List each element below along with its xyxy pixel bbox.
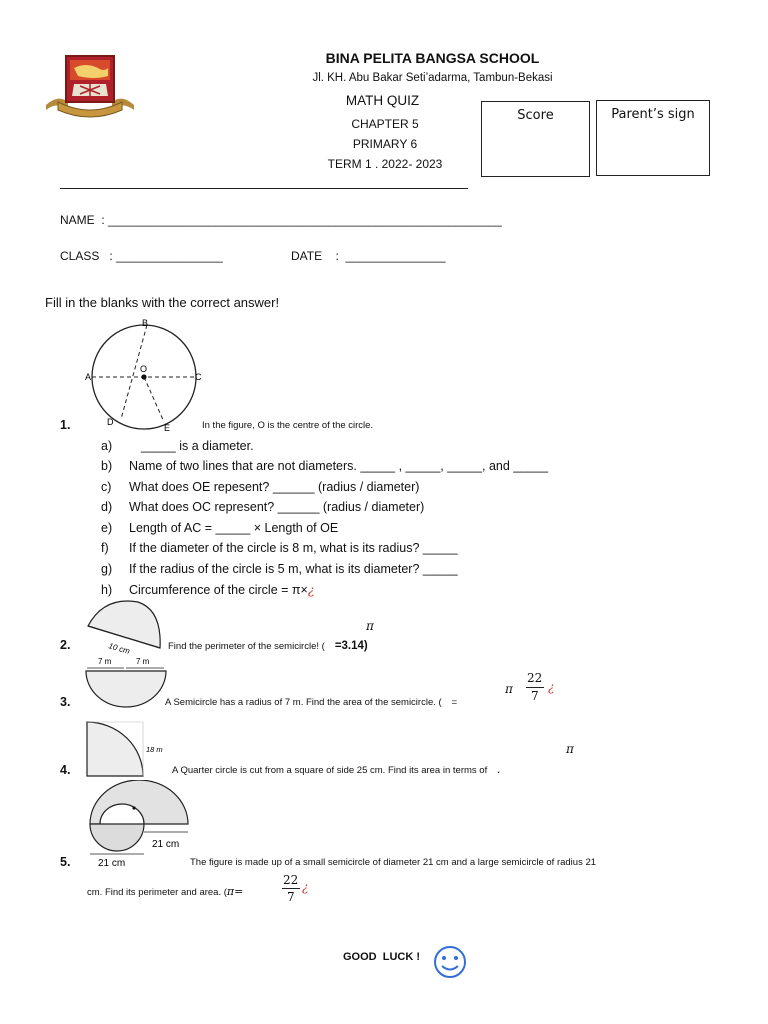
item-letter: c) bbox=[101, 480, 112, 494]
q4-text bbox=[172, 765, 500, 776]
item-text: Name of two lines that are not diameters. _____ , _____, _____, and _____ bbox=[129, 459, 549, 473]
q1-item-h bbox=[101, 582, 315, 597]
q5-pi-equals: π= bbox=[226, 885, 244, 898]
item-letter: e) bbox=[101, 521, 113, 535]
q2-pi-value: =3.14) bbox=[334, 640, 368, 652]
school-logo bbox=[38, 50, 142, 122]
q4-dot: . bbox=[497, 765, 500, 776]
q1-item-e bbox=[101, 521, 338, 535]
item-letter: a) bbox=[101, 439, 113, 453]
item-letter: d) bbox=[101, 500, 113, 514]
item-text: Circumference of the circle = π× bbox=[129, 583, 308, 597]
point-label-e: E bbox=[164, 423, 171, 433]
point-label-d: D bbox=[107, 417, 114, 427]
term-label: TERM 1 . 2022- 2023 bbox=[327, 157, 443, 171]
item-text: What does OE repesent? ______ (radius / diameter) bbox=[129, 480, 420, 494]
q1-item-g bbox=[101, 562, 458, 576]
q5-fraction-denominator: 7 bbox=[287, 890, 295, 904]
q4-question: A Quarter circle is cut from a square of side 25 cm. Find its area in terms of bbox=[172, 765, 488, 776]
smiley-icon bbox=[431, 945, 469, 979]
q5-text-line2 bbox=[87, 885, 243, 898]
q5-small-label: 21 cm bbox=[98, 858, 126, 869]
q5-tail: ¿ bbox=[302, 880, 309, 894]
item-text: _____ is a diameter. bbox=[141, 439, 254, 453]
item-h-tail: ¿ bbox=[307, 582, 315, 597]
item-letter: f) bbox=[101, 541, 109, 555]
q2-text bbox=[168, 640, 368, 652]
grade-label: PRIMARY 6 bbox=[352, 137, 418, 151]
q3-right-radius-label: 7 m bbox=[136, 657, 150, 666]
q1-item-f bbox=[101, 541, 458, 555]
school-address: Jl. KH. Abu Bakar Seti’adarma, Tambun-Bekasi bbox=[312, 72, 553, 84]
q3-equals: = bbox=[451, 697, 458, 708]
point-label-b: B bbox=[142, 318, 149, 328]
q5-number: 5. bbox=[60, 855, 71, 869]
header-divider bbox=[60, 188, 468, 189]
q3-question: A Semicircle has a radius of 7 m. Find the area of the semicircle. ( bbox=[165, 697, 442, 708]
item-letter: b) bbox=[101, 459, 113, 473]
good-luck-text: GOOD LUCK ! bbox=[343, 951, 420, 963]
q3-tail: ¿ bbox=[548, 680, 555, 694]
q1-item-d bbox=[101, 500, 424, 514]
item-text: Length of AC = _____ × Length of OE bbox=[129, 521, 339, 535]
item-text: If the radius of the circle is 5 m, what is its diameter? _____ bbox=[129, 562, 458, 576]
q5-question: cm. Find its perimeter and area. ( bbox=[87, 887, 227, 898]
q2-pi-symbol: π bbox=[366, 619, 374, 633]
item-letter: h) bbox=[101, 583, 113, 597]
q3-pi-symbol: π bbox=[505, 682, 513, 696]
q2-diameter-label: 10 cm bbox=[107, 641, 131, 656]
q3-fraction-numerator: 22 bbox=[527, 671, 543, 685]
circle-figure bbox=[84, 316, 214, 434]
q5-text-line1: The figure is made up of a small semicircle of diameter 21 cm and a large semicircle of radius 21 bbox=[190, 857, 597, 868]
q3-left-radius-label: 7 m bbox=[98, 657, 112, 666]
item-text: What does OC represent? ______ (radius / diameter) bbox=[129, 500, 425, 514]
q1-item-c bbox=[101, 480, 419, 494]
school-name: BINA PELITA BANGSA SCHOOL bbox=[325, 50, 540, 66]
point-label-o: O bbox=[140, 364, 148, 374]
q1-item-a bbox=[101, 439, 254, 453]
parent-sign-box[interactable] bbox=[596, 100, 710, 176]
q5-fraction-bar bbox=[282, 888, 300, 889]
item-letter: g) bbox=[101, 562, 113, 576]
q2-question: Find the perimeter of the semicircle! ( bbox=[168, 641, 325, 652]
q3-fraction-denominator: 7 bbox=[531, 689, 539, 703]
q3-fraction-bar bbox=[526, 687, 544, 688]
chapter-label: CHAPTER 5 bbox=[351, 117, 419, 131]
q5-fraction-numerator: 22 bbox=[283, 873, 299, 887]
date-field[interactable]: DATE : _______________ bbox=[291, 249, 446, 263]
q4-pi-symbol: π bbox=[566, 742, 574, 756]
composite-semicircle-figure bbox=[82, 780, 194, 870]
score-label: Score bbox=[517, 108, 554, 123]
q1-text: In the figure, O is the centre of the circle. bbox=[202, 420, 374, 431]
q4-side-label: 18 m bbox=[146, 745, 163, 754]
parent-sign-label: Parent’s sign bbox=[611, 107, 695, 122]
q4-number: 4. bbox=[60, 763, 71, 777]
score-box[interactable] bbox=[481, 101, 590, 177]
instructions: Fill in the blanks with the correct answer! bbox=[45, 295, 280, 310]
quiz-title: MATH QUIZ bbox=[345, 93, 420, 108]
point-label-a: A bbox=[85, 372, 92, 382]
quarter-circle-figure bbox=[84, 718, 174, 780]
q1-item-b bbox=[101, 459, 548, 473]
name-field[interactable]: NAME : ___________________________________________________________ bbox=[60, 213, 502, 227]
q3-number: 3. bbox=[60, 695, 71, 709]
point-label-c: C bbox=[195, 372, 202, 382]
q2-number: 2. bbox=[60, 638, 71, 652]
q1-number: 1. bbox=[60, 418, 71, 432]
class-field[interactable]: CLASS : ________________ bbox=[60, 249, 223, 263]
semicircle-figure-q3 bbox=[84, 654, 168, 710]
q3-text bbox=[165, 697, 457, 708]
q5-large-label: 21 cm bbox=[152, 839, 180, 850]
semicircle-figure-q2 bbox=[84, 598, 166, 656]
item-text: If the diameter of the circle is 8 m, what is its radius? _____ bbox=[129, 541, 458, 555]
